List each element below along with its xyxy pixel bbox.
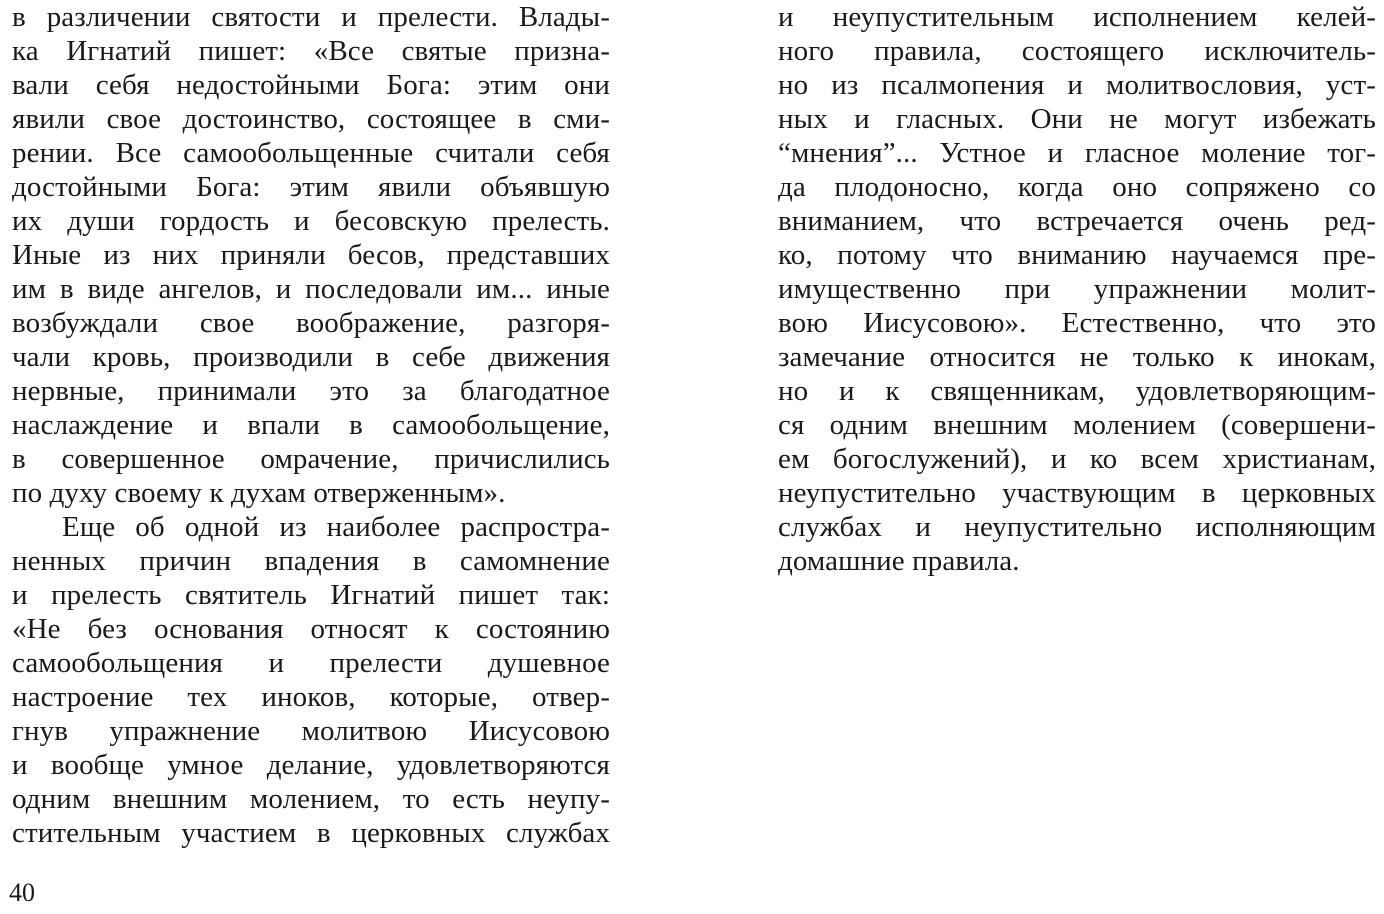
right-text-column [778,0,1376,578]
text-line: ных и гласных. Они не могут избежать [778,103,1376,135]
text-line: нервные, принимали это за благодатное [12,375,610,407]
text-line: стительным участием в церковных службах [12,817,610,849]
text-line: но из псалмопения и молитвословия, уст- [778,69,1376,101]
text-line: и вообще умное делание, удовлетворяются [12,749,610,781]
text-line: по духу своему к духам отверженным». [12,477,506,509]
text-line: домашние правила. [778,545,1020,577]
text-line: наслаждение и впали в самообольщение, [12,409,610,441]
text-line: вниманием, что встречается очень ред- [778,205,1376,237]
text-line: да плодоносно, когда оно сопряжено со [778,171,1376,203]
text-line: “мнения”... Устное и гласное моление тог- [778,137,1376,169]
text-line: вали себя недостойными Бога: этим они [12,69,610,101]
text-line: ного правила, состоящего исключитель- [778,35,1376,67]
text-line: «Не без основания относят к состоянию [12,613,610,645]
text-line: ем богослужений), и ко всем христианам, [778,443,1376,475]
text-line: им в виде ангелов, и последовали им... иные [12,273,610,305]
text-line: ненных причин впадения в самомнение [12,545,610,577]
text-line: но и к священникам, удовлетворяющим- [778,375,1376,407]
text-line: в совершенное омрачение, причислились [12,443,610,475]
text-line: настроение тех иноков, которые, отвер- [12,681,610,713]
text-line: Иные из них приняли бесов, представших [12,239,610,271]
text-line: и прелесть святитель Игнатий пишет так: [12,579,610,611]
text-line: чали кровь, производили в себе движения [12,341,610,373]
text-line: их души гордость и бесовскую прелесть. [12,205,610,237]
text-line: в различении святости и прелести. Влады- [12,1,610,33]
text-line: службах и неупустительно исполняющим [778,511,1376,543]
page-number: 40 [9,878,35,907]
text-line: самообольщения и прелести душевное [12,647,610,679]
paragraph-start-line: Еще об одной из наиболее распростра- [62,511,610,543]
text-line: достойными Бога: этим явили объявшую [12,171,610,203]
text-line: одним внешним молением, то есть неупу- [12,783,610,815]
text-line: явили свое достоинство, состоящее в сми- [12,103,610,135]
text-line: и неупустительным исполнением келей- [778,1,1376,33]
text-line: рении. Все самообольщенные считали себя [12,137,610,169]
text-line: ко, потому что вниманию научаемся пре- [778,239,1376,271]
text-line: неупустительно участвующим в церковных [778,477,1376,509]
text-line: возбуждали свое воображение, разгоря- [12,307,610,339]
text-line: ся одним внешним молением (совершени- [778,409,1376,441]
text-line: замечание относится не только к инокам, [778,341,1376,373]
text-line: гнув упражнение молитвою Иисусовою [12,715,610,747]
text-line: имущественно при упражнении молит- [778,273,1376,305]
text-line: ка Игнатий пишет: «Все святые призна- [12,35,610,67]
text-line: вою Иисусовою». Естественно, что это [778,307,1376,339]
left-text-column [12,0,610,850]
